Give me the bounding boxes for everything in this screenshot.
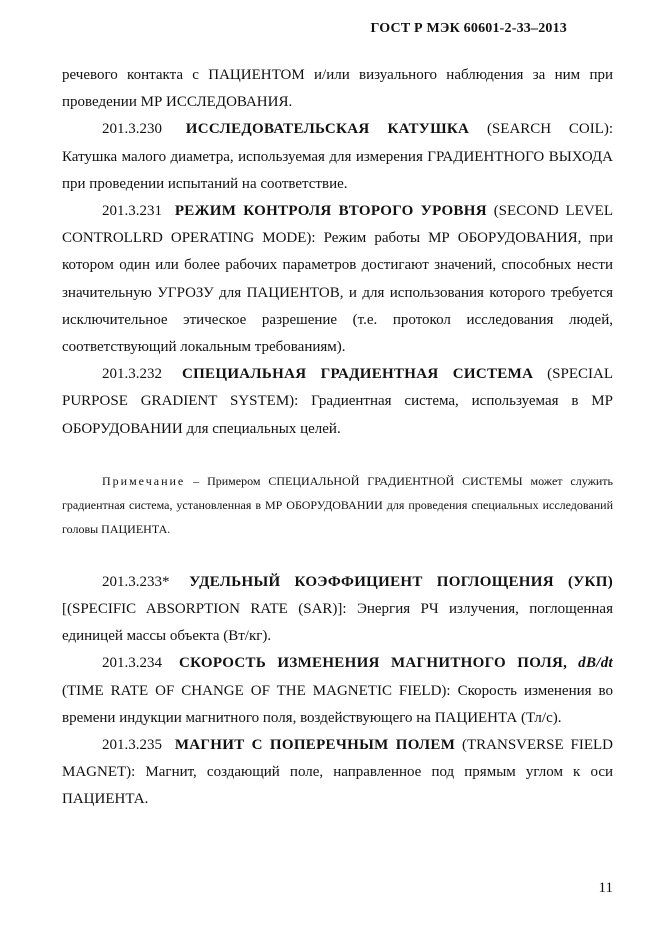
definition-201-3-231 [62, 198, 613, 361]
definition-term: СПЕЦИАЛЬНАЯ ГРАДИЕНТНАЯ СИСТЕМА [181, 366, 534, 383]
standard-header: ГОСТ Р МЭК 60601-2-33–2013 [370, 21, 567, 36]
definition-term: УДЕЛЬНЫЙ КОЭФФИЦИЕНТ ПОГЛОЩЕНИЯ (УКП) [189, 573, 613, 590]
page-number: 11 [598, 880, 613, 896]
definition-number: 201.3.233* [102, 573, 170, 590]
definition-number: 201.3.231 [102, 203, 162, 220]
definition-201-3-230 [62, 116, 613, 198]
definition-term: СКОРОСТЬ ИЗМЕНЕНИЯ МАГНИТНОГО ПОЛЯ, [179, 655, 568, 672]
definition-text: (TRANSVERSE FIELD MAGNET): Магнит, создающий поле, направленное под прямым углом к оси ПАЦИЕНТА. [62, 737, 614, 808]
definition-text: (SEARCH COIL): Катушка малого диаметра, используемая для измерения ГРАДИЕНТНОГО ВЫХОДА при проведении испытаний на соответствие. [62, 121, 614, 192]
definition-term: ИССЛЕДОВАТЕЛЬСКАЯ КАТУШКА [185, 121, 470, 138]
definition-text: (SPECIAL PURPOSE GRADIENT SYSTEM): Градиентная система, используемая в МР ОБОРУДОВАНИИ для специальных целей. [62, 366, 613, 437]
note-block [62, 469, 613, 541]
definition-term: МАГНИТ С ПОПЕРЕЧНЫМ ПОЛЕМ [174, 737, 456, 754]
definition-term: РЕЖИМ КОНТРОЛЯ ВТОРОГО УРОВНЯ [174, 203, 487, 220]
document-body [62, 62, 613, 814]
definition-number: 201.3.234 [102, 655, 162, 672]
definition-number: 201.3.230 [102, 121, 162, 138]
definition-text: (TIME RATE OF CHANGE OF THE MAGNETIC FIELD): Скорость изменения во времени индукции магнитного поля, воздействующего на ПАЦИЕНТА (Тл/с). [62, 682, 613, 726]
definition-201-3-233 [62, 569, 613, 651]
definition-201-3-235 [62, 732, 613, 814]
definition-number: 201.3.235 [102, 737, 162, 754]
definition-number: 201.3.232 [102, 366, 162, 383]
definition-term-symbol: dB/dt [578, 655, 613, 672]
definition-text: (SECOND LEVEL CONTROLLRD OPERATING MODE): Режим работы МР ОБОРУДОВАНИЯ, при котором один или более рабочих параметров достигают значений, способных нести значительную УГРОЗУ для ПАЦИЕНТОВ, и для использования которого требуется исключительное этическое разрешение (т.е. протокол исследования людей, соответствующий локальным требованиям). [62, 203, 614, 356]
definition-201-3-232 [62, 361, 613, 443]
note-text: – Примером СПЕЦИАЛЬНОЙ ГРАДИЕНТНОЙ СИСТЕМЫ может служить градиентная система, установленная в МР ОБОРУДОВАНИИ для проведения специальных исследований головы ПАЦИЕНТА. [62, 473, 614, 536]
paragraph-continuation: речевого контакта с ПАЦИЕНТОМ и/или визуального наблюдения за ним при проведении МР ИССЛЕДОВАНИЯ. [62, 67, 613, 111]
definition-text: [(SPECIFIC ABSORPTION RATE (SAR)]: Энергия РЧ излучения, поглощенная единицей массы объекта (Вт/кг). [62, 601, 613, 645]
note-label: Примечание [102, 473, 186, 488]
definition-201-3-234 [62, 650, 613, 732]
